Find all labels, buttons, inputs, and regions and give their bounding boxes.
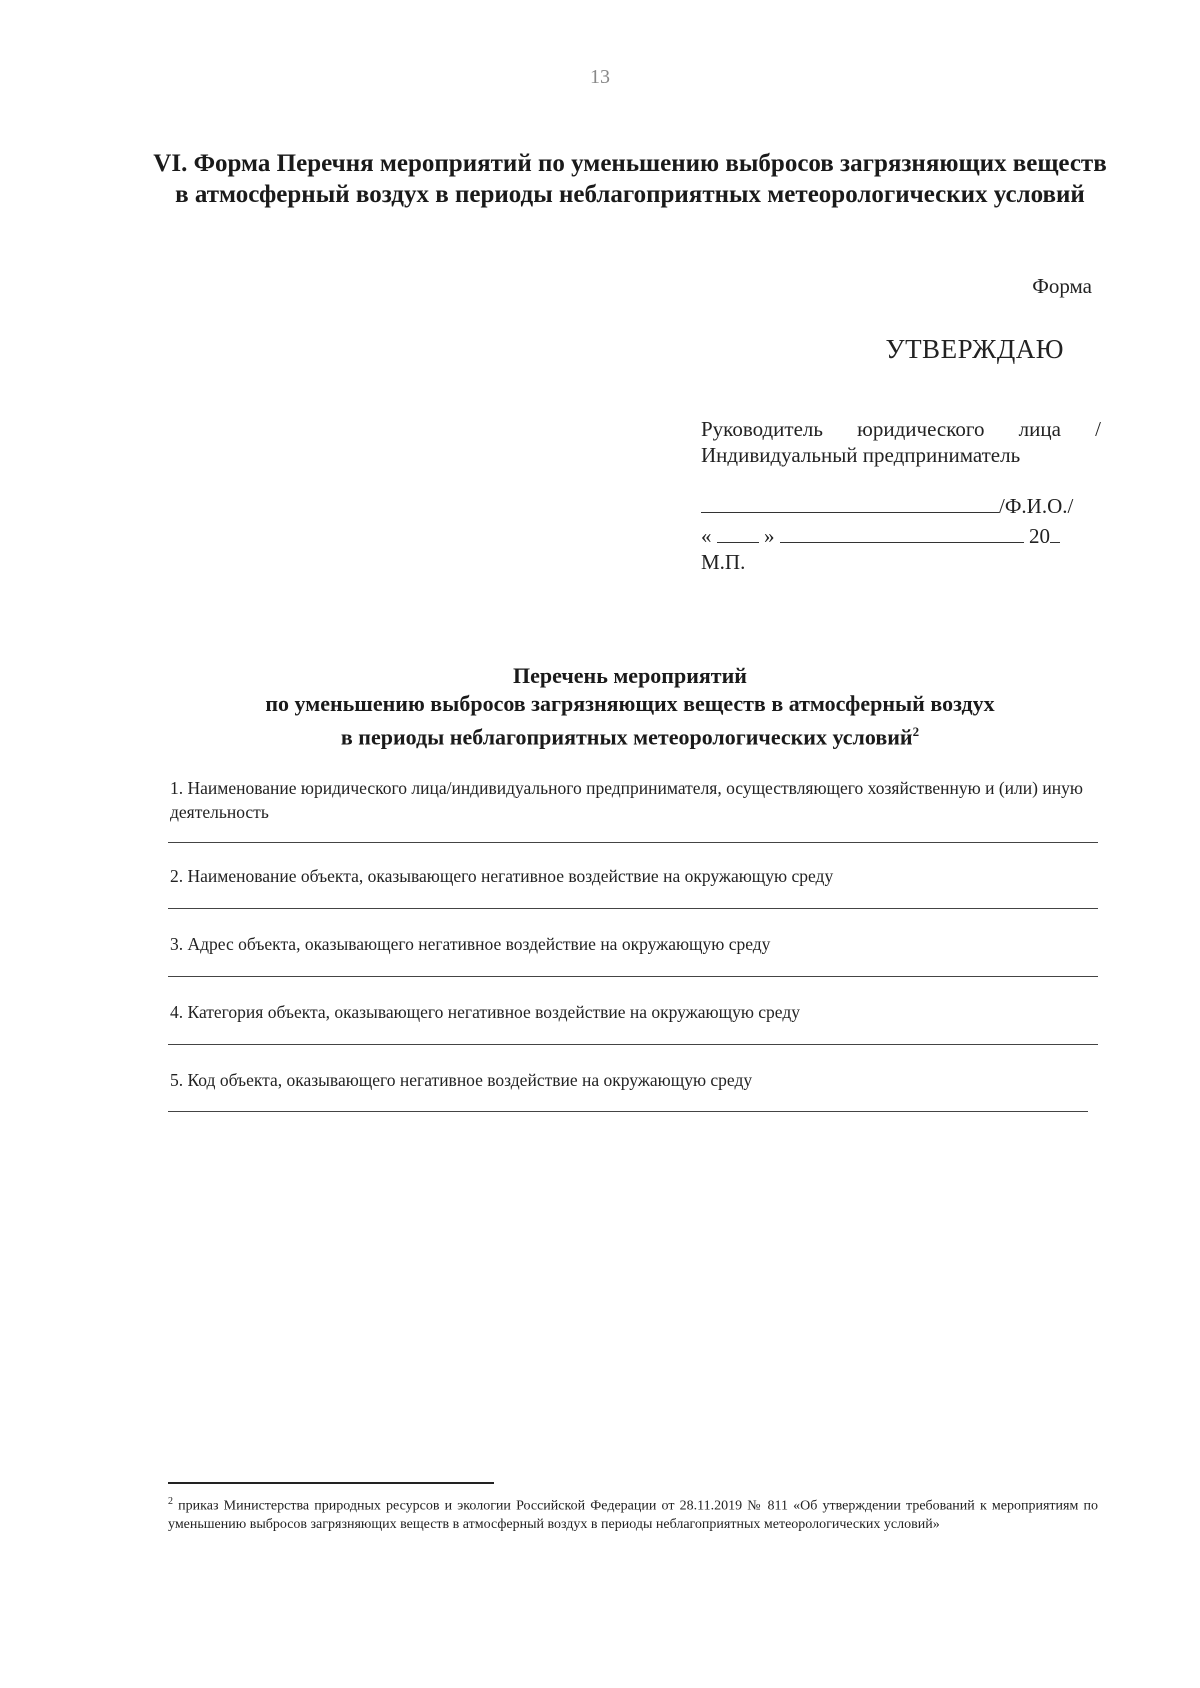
footnote <box>168 1493 1098 1534</box>
signature-blank[interactable] <box>701 492 999 513</box>
field-label-1: 1. Наименование юридического лица/индивидуального предпринимателя, осуществляющего хозяйственную и (или) иную деятельность <box>170 778 1083 822</box>
footnote-separator <box>168 1482 494 1484</box>
year-blank[interactable] <box>1050 522 1060 543</box>
approval-block <box>701 416 1101 468</box>
month-blank[interactable] <box>780 522 1024 543</box>
field-label-4: 4. Категория объекта, оказывающего негативное воздействие на окружающую среду <box>170 1002 800 1022</box>
field-label-5: 5. Код объекта, оказывающего негативное воздействие на окружающую среду <box>170 1070 753 1090</box>
footnote-reference: 2 <box>912 724 920 739</box>
date-line <box>701 522 1101 549</box>
document-title <box>150 662 1110 751</box>
year-prefix: 20 <box>1029 524 1050 548</box>
field-input-2[interactable] <box>168 908 1098 909</box>
footnote-marker: 2 <box>168 1496 173 1507</box>
fio-label: /Ф.И.О./ <box>999 494 1074 518</box>
approval-role: Руководитель юридического лица / Индивидуальный предприниматель <box>701 417 1101 467</box>
document-title-line-3-text: в периоды неблагоприятных метеорологических условий <box>340 724 913 750</box>
date-open-quote: « <box>701 524 712 548</box>
signature-line <box>701 492 1101 519</box>
field-input-4[interactable] <box>168 1044 1098 1045</box>
document-title-line-3 <box>150 718 1110 751</box>
field-label-3: 3. Адрес объекта, оказывающего негативное воздействие на окружающую среду <box>170 934 771 954</box>
day-blank[interactable] <box>717 522 759 543</box>
document-title-line-2: по уменьшению выбросов загрязняющих веществ в атмосферный воздух <box>265 691 995 716</box>
approval-title: УТВЕРЖДАЮ <box>885 334 1064 364</box>
document-title-line-1: Перечень мероприятий <box>513 663 747 688</box>
footnote-text: приказ Министерства природных ресурсов и экологии Российской Федерации от 28.11.2019 № 811 «Об утверждении требований к мероприятиям по уменьшению выбросов загрязняющих веществ в атмосферный воздух в периоды неблагоприятных метеорологических условий» <box>168 1498 1098 1532</box>
field-label-2: 2. Наименование объекта, оказывающего негативное воздействие на окружающую среду <box>170 866 834 886</box>
form-label: Форма <box>1032 274 1092 298</box>
stamp-label: М.П. <box>701 550 746 574</box>
field-input-5[interactable] <box>168 1111 1088 1112</box>
section-heading: VI. Форма Перечня мероприятий по уменьшению выбросов загрязняющих веществ в атмосферный воздух в периоды неблагоприятных метеорологических условий <box>153 150 1107 208</box>
field-input-1[interactable] <box>168 842 1098 843</box>
page-number: 13 <box>590 66 610 88</box>
field-input-3[interactable] <box>168 976 1098 977</box>
date-close-quote: » <box>764 524 775 548</box>
